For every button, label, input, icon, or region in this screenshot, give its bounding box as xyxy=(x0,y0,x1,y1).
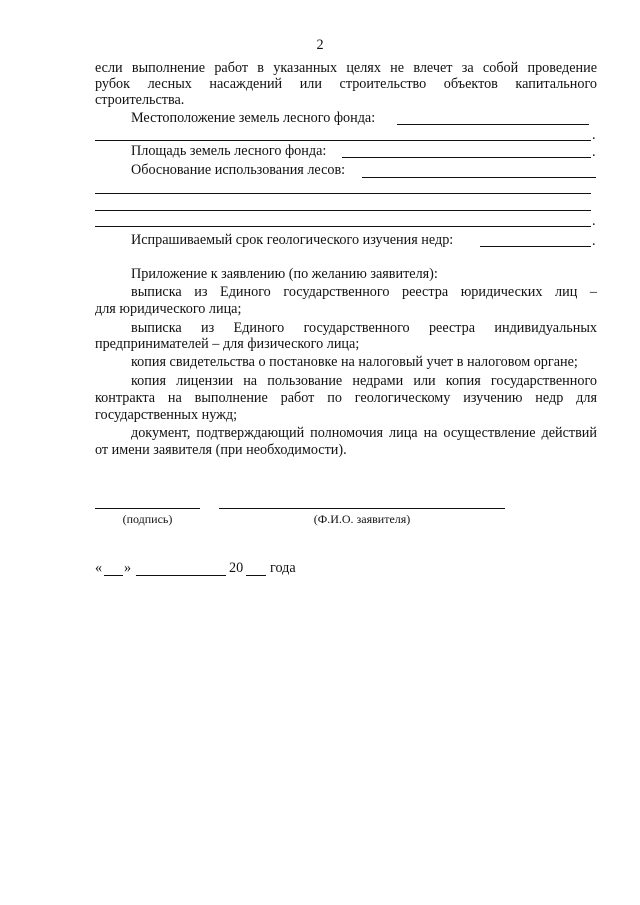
area-blank xyxy=(342,157,591,158)
page-number: 2 xyxy=(316,37,324,53)
justification-label: Обоснование использования лесов: xyxy=(131,162,346,178)
attachment-5-line-1: документ, подтверждающий полномочия лица на осуществление действий xyxy=(131,425,597,441)
justification-blank xyxy=(362,177,596,178)
date-century: 20 xyxy=(229,560,244,576)
justification-blank-4 xyxy=(95,226,591,227)
intro-line-3: строительства. xyxy=(95,92,185,108)
attachments-heading: Приложение к заявлению (по желанию заявителя): xyxy=(131,266,438,282)
attachment-4-line-2: контракта на выполнение работ по геологическому изучению недр для xyxy=(95,390,597,406)
term-period: . xyxy=(592,233,596,249)
justification-period: . xyxy=(592,213,596,229)
attachment-1-line-2: для юридического лица; xyxy=(95,301,242,317)
year-blank xyxy=(246,575,266,576)
signature-line xyxy=(95,508,200,509)
attachment-5-line-2: от имени заявителя (при необходимости). xyxy=(95,442,347,458)
attachment-4-line-1: копия лицензии на пользование недрами или копия государственного xyxy=(131,373,597,389)
signature-caption: (подпись) xyxy=(122,512,173,526)
attachment-1-line-1: выписка из Единого государственного реестра юридических лиц – xyxy=(131,284,597,300)
justification-blank-3 xyxy=(95,210,591,211)
date-open-quote: « xyxy=(95,560,103,576)
attachment-4-line-3: государственных нужд; xyxy=(95,407,238,423)
intro-line-2: рубок лесных насаждений или строительство объектов капитального xyxy=(95,76,597,92)
term-blank xyxy=(480,246,591,247)
area-period: . xyxy=(592,144,596,160)
location-blank-2 xyxy=(95,140,591,141)
attachment-3: копия свидетельства о постановке на налоговый учет в налоговом органе; xyxy=(131,354,578,370)
justification-blank-2 xyxy=(95,193,591,194)
location-period: . xyxy=(592,127,596,143)
attachment-2-line-2: предпринимателей – для физического лица; xyxy=(95,336,360,352)
area-label: Площадь земель лесного фонда: xyxy=(131,143,327,159)
location-label: Местоположение земель лесного фонда: xyxy=(131,110,376,126)
name-line xyxy=(219,508,505,509)
attachment-2-line-1: выписка из Единого государственного реестра индивидуальных xyxy=(131,320,597,336)
date-year-word: года xyxy=(270,560,296,576)
location-blank xyxy=(397,124,589,125)
term-label: Испрашиваемый срок геологического изучения недр: xyxy=(131,232,454,248)
month-blank xyxy=(136,575,226,576)
date-close-quote: » xyxy=(124,560,132,576)
intro-line-1: если выполнение работ в указанных целях не влечет за собой проведение xyxy=(95,60,597,76)
name-caption: (Ф.И.О. заявителя) xyxy=(313,512,411,526)
day-blank xyxy=(104,575,123,576)
